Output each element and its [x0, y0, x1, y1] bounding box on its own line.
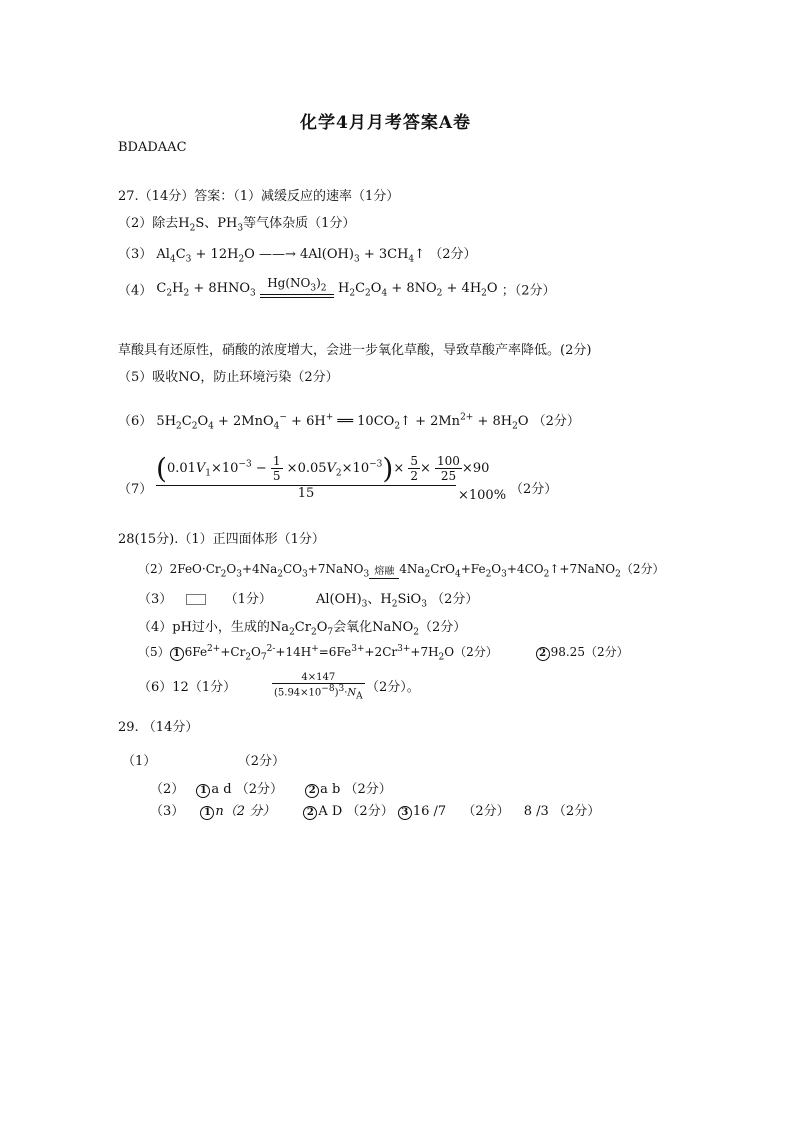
- q27-part7-fraction: ($0.01V_1\times 10^{-3}$ − $\frac{1}{5}$ $\times 0.05V_2\times 10^{-3})\times$ $\frac{5}{2}$ × $\frac{100}{25}$ ×90 15: [156, 452, 490, 501]
- q27-part5: （5）吸收NO，防止环境污染（2分）: [118, 370, 339, 385]
- q28-part5: （5） 1 $6Fe^{2+}+Cr_2O_7^{2-}+14H^+=6Fe^{3+}+2Cr^{3+}+7H_2O(2$分） 2 98.25（2分）: [138, 644, 629, 663]
- q28-part6-fraction: $\frac{4\times 147}{(5.94\times 10^{-8})^3\cdot N_A}$: [274, 672, 363, 702]
- q29-part1: （1） （2分）: [122, 754, 286, 769]
- q27-part3: （3） $Al_4C_3 + 12H_2O$ ——→ $4Al(OH)_3$ + $3CH_4↑$ （2分）: [118, 247, 477, 265]
- circled-one-icon: 1: [170, 647, 184, 661]
- missing-image-icon: [186, 594, 206, 605]
- reaction-condition-catalyst: $Hg(NO_3)_2$: [260, 276, 334, 298]
- q28-part2: $(2)2FeO\cdot Cr_2O_3+4Na_2CO_3+7NaNO_3$ 熔融 $4Na_2CrO_4+Fe_2O_3+4CO_2↑+7NaNO_2(2$分）: [138, 562, 665, 580]
- q28-part3: （3） （1分） $Al(OH)_3$、$H_2SiO_3$ （2分）: [138, 592, 479, 610]
- q27-heading: 27.（14分）答案：（1）减缓反应的速率（1分）: [118, 189, 400, 204]
- q28-part6: （6）12（1分） $\frac{4\times 147}{(5.94\times 10^{-8})^3\cdot N_A}$ （2分）。: [138, 672, 420, 702]
- q27-part2: （2）除去$H_2S$、$PH_3$等气体杂质（1分）: [118, 216, 356, 234]
- circled-two-icon: 2: [536, 647, 550, 661]
- multiple-choice-answers: BDADAAC: [118, 140, 187, 155]
- q27-part4: （4） $C_2H_2 + 8HNO_3$ $Hg(NO_3)_2$ $H_2C_2O_4 + 8NO_2 + 4H_2O$ ；（2分）: [118, 276, 556, 299]
- q29-heading: 29. （14分）: [118, 720, 199, 735]
- q29-part3: （3） 1 n（2 分） 2 A D （2分） 3 16 /7 （2分） 8 /3 （2分）: [150, 804, 601, 819]
- q28-heading: 28(15分).（1）正四面体形（1分）: [118, 532, 325, 547]
- q29-part2: （2） 1 a d （2分） 2 a b （2分）: [150, 782, 392, 797]
- q27-part4-explanation: 草酸具有还原性，硝酸的浓度增大，会进一步氧化草酸，导致草酸产率降低。(2分): [118, 343, 592, 358]
- q27-part3-equation: $Al_4C_3 + 12H_2O$ ——→ $4Al(OH)_3$ + $3CH_4↑$: [156, 247, 426, 265]
- q27-part6: （6） $5H_2C_2O_4 + 2MnO_4^- + 6H^+$ ══ $10CO_2↑ + 2Mn^{2+} + 8H_2O$ （2分）: [118, 412, 580, 432]
- q28-part4: （4）pH过小，生成的$Na_2Cr_2O_7$会氧化NaNO$_2$（2分）: [138, 620, 467, 638]
- q27-part6-equation: $5H_2C_2O_4 + 2MnO_4^- + 6H^+$ ══ $10CO_2↑ + 2Mn^{2+} + 8H_2O$: [156, 412, 529, 432]
- page-title: 化学4月月考答案A卷: [300, 113, 472, 133]
